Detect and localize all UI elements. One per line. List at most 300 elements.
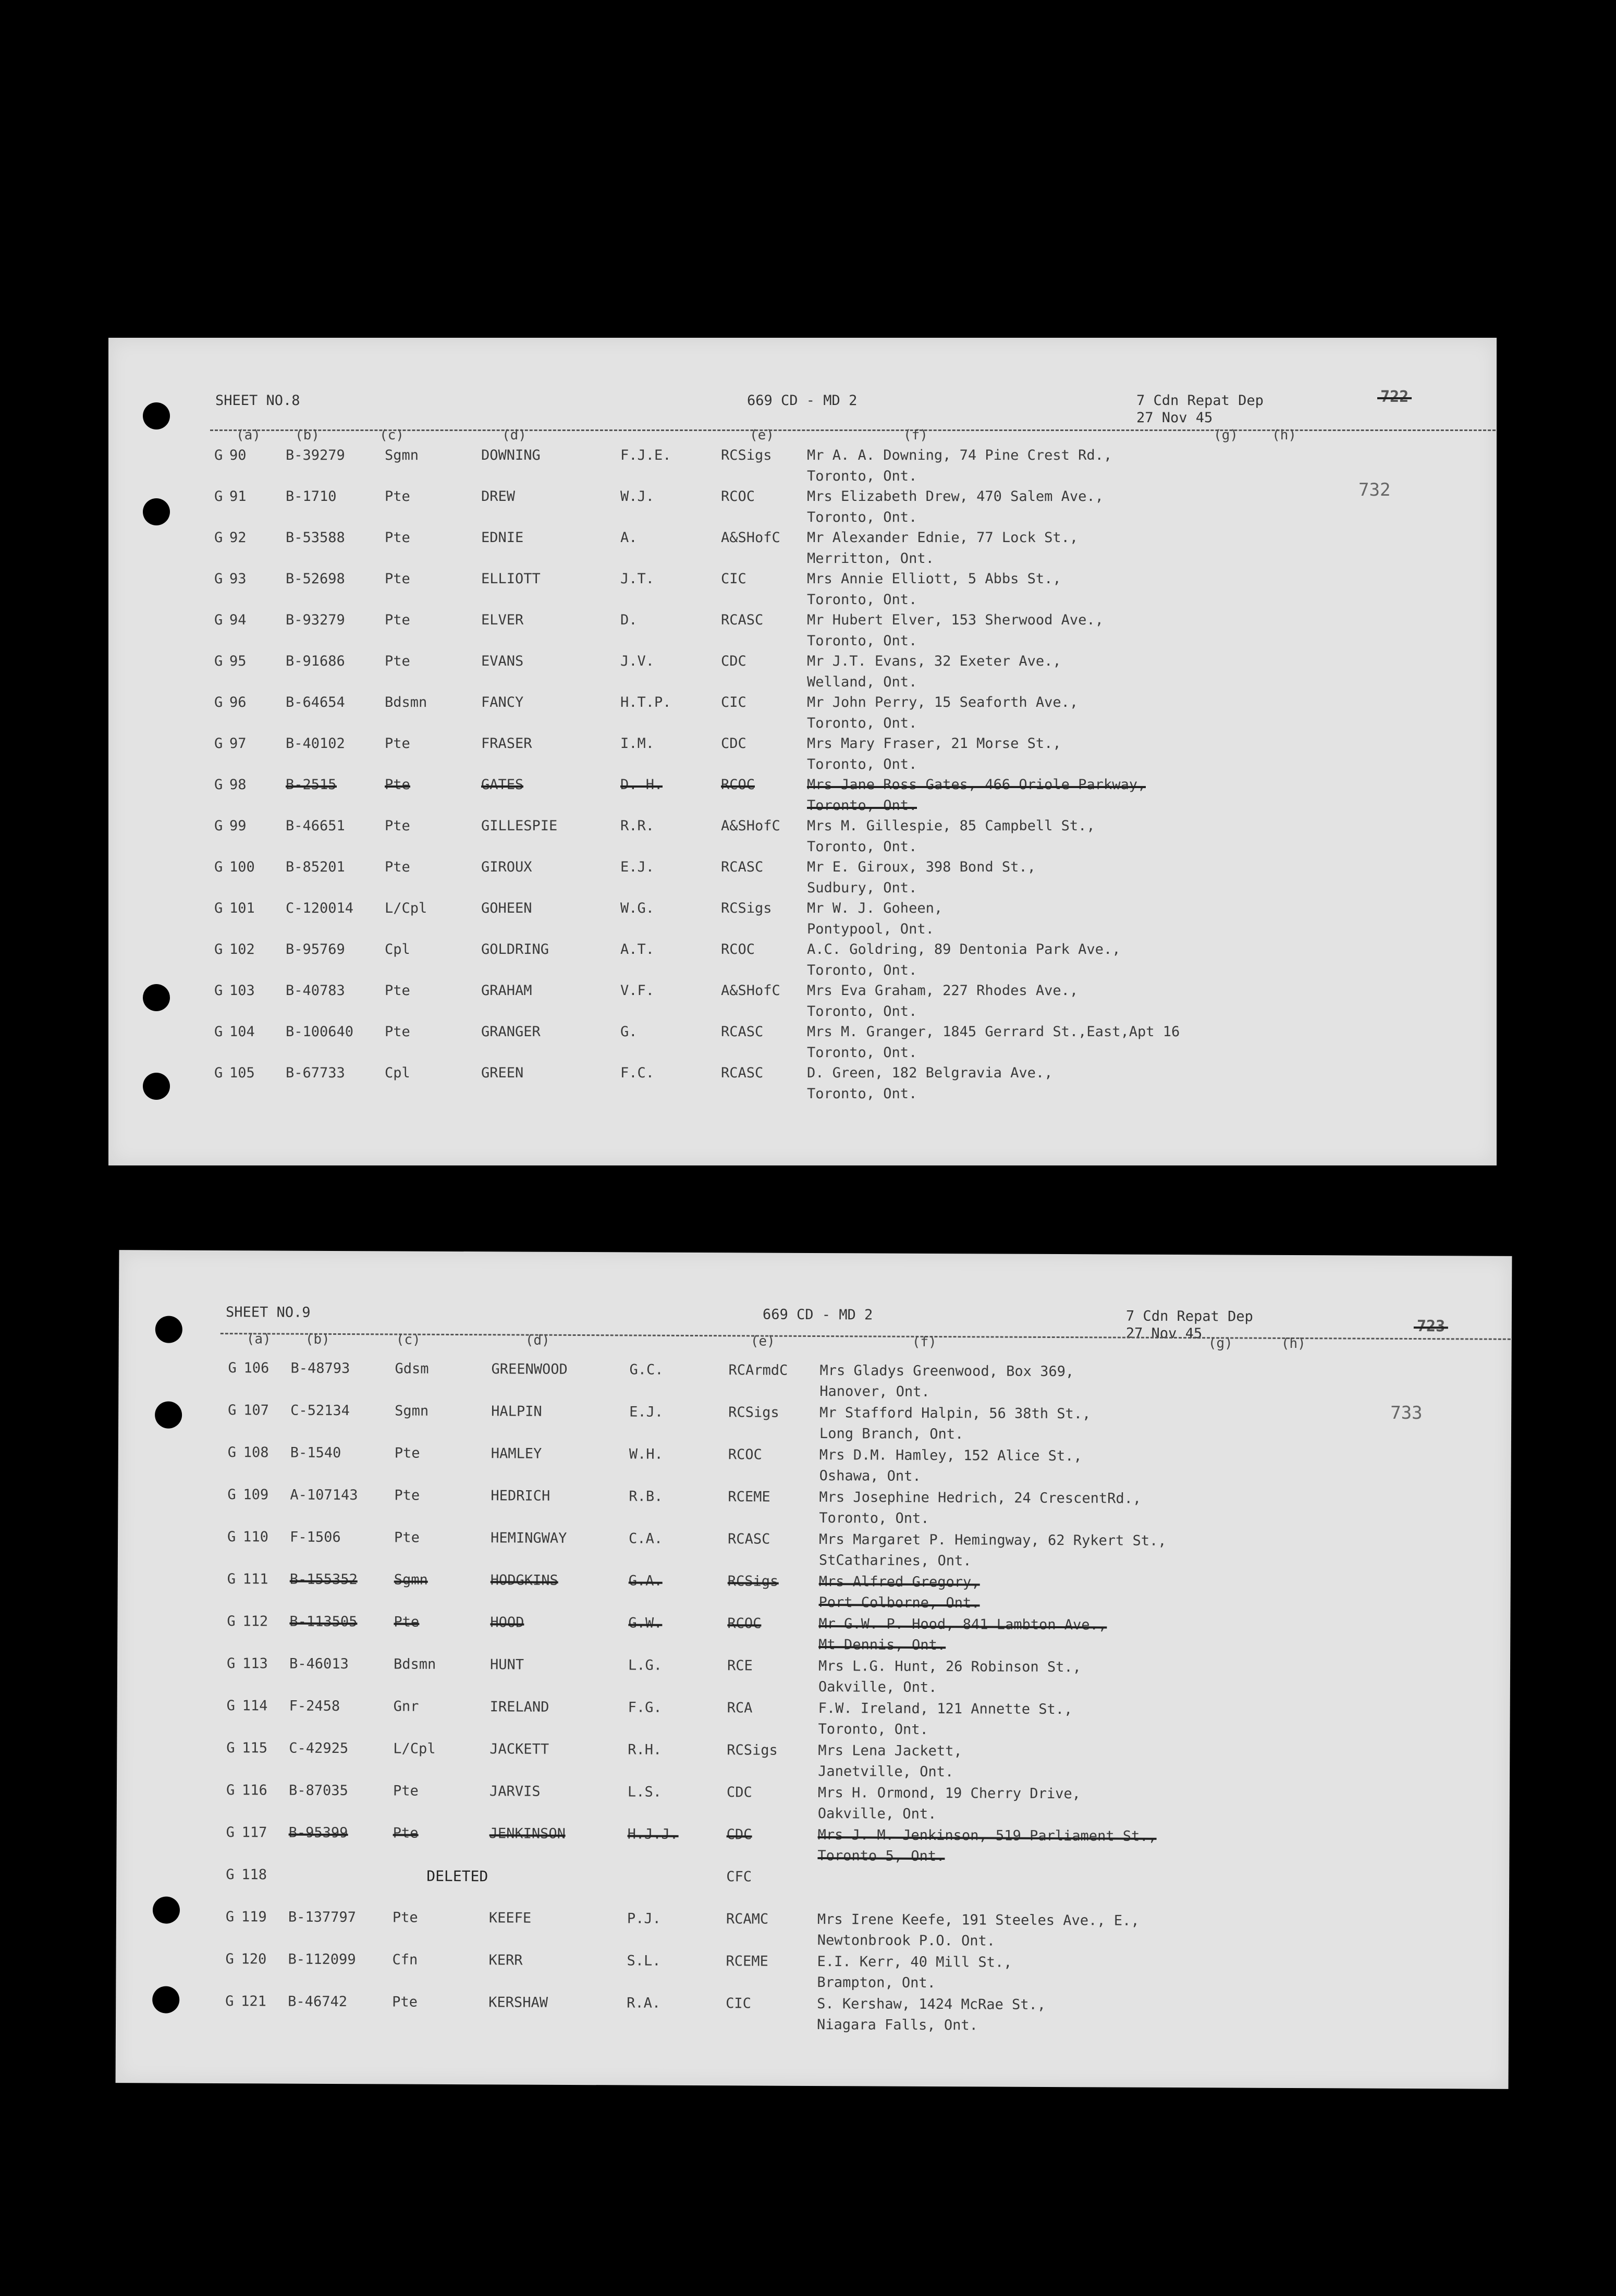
row-group: G <box>214 735 223 752</box>
column-header: (g) <box>1214 427 1238 443</box>
surname: HAMLEY <box>491 1445 542 1462</box>
column-header: (d) <box>525 1332 550 1348</box>
rank: L/Cpl <box>385 900 427 916</box>
address-line-2: Toronto, Ont. <box>807 1045 917 1061</box>
row-number: 94 <box>229 612 247 628</box>
row-group: G <box>214 818 223 834</box>
rank: Sgmn <box>395 1403 429 1419</box>
punch-hole <box>155 1316 182 1343</box>
rank: Bdsmn <box>385 694 427 710</box>
unit-code: 669 CD - MD 2 <box>762 1306 873 1323</box>
column-header: (e) <box>750 1333 775 1349</box>
corps: RCOC <box>727 1615 762 1632</box>
address-line-1: Mrs Alfred Gregory, <box>819 1571 980 1593</box>
address-line-1: Mrs Elizabeth Drew, 470 Salem Ave., <box>807 488 1104 505</box>
row-group: G <box>227 1529 236 1545</box>
rank: Pte <box>385 818 410 834</box>
row-number: 111 <box>242 1571 268 1588</box>
row-group: G <box>214 571 223 587</box>
column-header: (f) <box>903 427 928 443</box>
row-group: G <box>225 1909 235 1925</box>
struck-sheet-number: 722 <box>1380 388 1409 406</box>
address-line-2: Newtonbrook P.O. Ont. <box>817 1932 996 1949</box>
initials: W.G. <box>620 900 655 916</box>
address-line-2: Toronto, Ont. <box>807 509 917 525</box>
surname: HUNT <box>489 1656 524 1673</box>
column-header: (c) <box>379 427 404 443</box>
row-group: G <box>226 1655 236 1672</box>
corps: RCSigs <box>727 1742 778 1759</box>
surname: KEEFE <box>488 1910 532 1926</box>
initials: V.F. <box>620 983 655 999</box>
column-header: (b) <box>295 427 320 443</box>
initials: F.J.E. <box>620 447 671 463</box>
rank: Sgmn <box>385 447 419 463</box>
row-number: 121 <box>241 1993 267 2010</box>
row-group: G <box>214 447 223 463</box>
row-number: 117 <box>241 1824 267 1841</box>
address-line-2: Merritton, Ont. <box>807 550 934 567</box>
row-group: G <box>214 1065 223 1081</box>
sheet-date: 27 Nov 45 <box>1136 410 1213 426</box>
corps: A&SHofC <box>721 983 780 999</box>
address-line-1: S. Kershaw, 1424 McRae St., <box>817 1996 1046 2013</box>
rank: Pte <box>394 1487 420 1504</box>
rank: Pte <box>385 777 410 793</box>
service-number: B-1710 <box>286 488 337 505</box>
surname: HEDRICH <box>491 1488 550 1504</box>
corps: CIC <box>721 694 746 710</box>
service-number: B-40102 <box>286 735 345 752</box>
address-line-2: Long Branch, Ont. <box>819 1426 964 1443</box>
surname: GRANGER <box>481 1024 541 1040</box>
corps: RCOC <box>721 941 755 957</box>
row-group: G <box>227 1613 236 1630</box>
row-group: G <box>227 1444 237 1461</box>
address-line-2: Toronto, Ont. <box>807 715 917 731</box>
row-number: 109 <box>243 1487 269 1503</box>
address-line-2: Toronto, Ont. <box>807 468 917 484</box>
address-line-1: Mrs H. Ormond, 19 Cherry Drive, <box>817 1785 1081 1802</box>
service-number: B-46013 <box>289 1655 349 1673</box>
service-number: C-120014 <box>286 900 354 916</box>
address-line-2: Welland, Ont. <box>807 674 917 690</box>
row-number: 101 <box>229 900 255 916</box>
address-line-2: Toronto, Ont. <box>807 962 917 978</box>
initials: R.A. <box>627 1995 661 2011</box>
page-number: 733 <box>1390 1402 1423 1424</box>
surname: KERR <box>488 1952 523 1969</box>
initials: S.L. <box>627 1953 661 1969</box>
row-number: 102 <box>229 941 255 957</box>
service-number: B-48793 <box>290 1360 350 1377</box>
surname: GREEN <box>481 1065 524 1081</box>
surname: EDNIE <box>481 530 524 546</box>
initials: R.R. <box>620 818 655 834</box>
row-group: G <box>214 941 223 957</box>
corps: RCOC <box>721 777 755 793</box>
row-group: G <box>225 1951 234 1968</box>
address-line-1: Mrs Margaret P. Hemingway, 62 Rykert St., <box>819 1531 1167 1549</box>
surname: GILLESPIE <box>481 818 558 834</box>
address-line-2: Oshawa, Ont. <box>819 1468 921 1484</box>
address-line-2: Oakville, Ont. <box>817 1806 937 1823</box>
service-number: C-42925 <box>289 1740 349 1757</box>
service-number: B-53588 <box>286 530 345 546</box>
address-line-2: Niagara Falls, Ont. <box>816 2017 978 2034</box>
initials: E.J. <box>629 1404 664 1420</box>
row-number: 119 <box>241 1909 267 1925</box>
row-number: 104 <box>229 1024 255 1040</box>
service-number: B-64654 <box>286 694 345 710</box>
corps: RCE <box>727 1657 753 1674</box>
row-number: 91 <box>229 488 247 505</box>
initials: J.V. <box>620 653 655 669</box>
address-line-2: Toronto, Ont. <box>807 756 917 772</box>
service-number: A-107143 <box>290 1487 358 1504</box>
row-number: 113 <box>242 1655 268 1672</box>
punch-hole <box>143 402 170 429</box>
row-number: 96 <box>229 694 247 710</box>
column-header: (a) <box>246 1331 271 1347</box>
service-number: B-85201 <box>286 859 345 875</box>
column-header: (f) <box>912 1334 937 1350</box>
address-line-1: Mrs M. Granger, 1845 Gerrard St.,East,Apt 16 <box>807 1024 1180 1040</box>
initials: D. <box>620 612 638 628</box>
rank: Pte <box>392 1994 418 2010</box>
initials: D. H. <box>620 777 663 793</box>
surname: KERSHAW <box>488 1994 548 2011</box>
row-number: 90 <box>229 447 247 463</box>
sheet-number: SHEET NO.9 <box>225 1304 311 1321</box>
row-number: 114 <box>242 1698 268 1714</box>
rank: Sgmn <box>394 1571 428 1588</box>
initials: L.S. <box>627 1784 662 1800</box>
address-line-1: Mrs Jane Ross Gates, 466 Oriole Parkway, <box>807 775 1146 795</box>
row-group: G <box>214 859 223 875</box>
row-number: 93 <box>229 571 247 587</box>
address-line-1: Mrs Annie Elliott, 5 Abbs St., <box>807 571 1061 587</box>
row-group: G <box>226 1867 235 1883</box>
service-number: B-113505 <box>289 1613 358 1630</box>
column-header: (g) <box>1208 1335 1233 1352</box>
row-number: 118 <box>241 1867 267 1883</box>
corps: CDC <box>721 653 746 669</box>
corps: RCASC <box>721 1065 764 1081</box>
corps: RCEME <box>726 1953 768 1970</box>
initials: L.G. <box>628 1657 663 1674</box>
rank: Pte <box>385 571 410 587</box>
address-line-1: Mr Alexander Ednie, 77 Lock St., <box>807 530 1079 546</box>
service-number: B-95399 <box>288 1824 348 1841</box>
service-number: B-155352 <box>289 1571 358 1588</box>
address-line-1: Mr John Perry, 15 Seaforth Ave., <box>807 694 1079 710</box>
address-line-2: Toronto, Ont. <box>807 633 917 649</box>
rank: Pte <box>394 1445 420 1462</box>
rank: Pte <box>385 612 410 628</box>
corps: RCOC <box>721 488 755 505</box>
row-group: G <box>214 488 223 505</box>
service-number: B-100640 <box>286 1024 354 1040</box>
surname: GRAHAM <box>481 983 532 999</box>
depot-name: 7 Cdn Repat Dep <box>1136 392 1264 409</box>
service-number: B-39279 <box>286 447 345 463</box>
column-header: (d) <box>502 427 527 443</box>
corps: A&SHofC <box>721 818 780 834</box>
rank: Pte <box>385 488 410 505</box>
rank: Pte <box>385 859 410 875</box>
row-group: G <box>227 1571 236 1588</box>
initials: J.T. <box>620 571 655 587</box>
initials: A.T. <box>620 941 655 957</box>
corps: RCSigs <box>727 1573 779 1590</box>
column-header: (h) <box>1272 427 1296 443</box>
service-number: F-2458 <box>289 1698 340 1715</box>
surname: GOLDRING <box>481 941 549 957</box>
column-header: (c) <box>396 1332 421 1348</box>
row-group: G <box>228 1402 237 1419</box>
corps: RCSigs <box>721 447 772 463</box>
row-number: 116 <box>241 1782 267 1799</box>
corps: RCASC <box>728 1531 770 1548</box>
initials: R.H. <box>628 1741 662 1758</box>
initials: F.G. <box>628 1699 662 1716</box>
deleted-entry: DELETED <box>426 1867 488 1885</box>
row-number: 115 <box>242 1740 268 1757</box>
rank: Pte <box>385 1024 410 1040</box>
column-header: (h) <box>1281 1335 1306 1352</box>
service-number: B-87035 <box>288 1782 348 1799</box>
address-line-1: Mr Hubert Elver, 153 Sherwood Ave., <box>807 612 1104 628</box>
address-line-2: Sudbury, Ont. <box>807 880 917 896</box>
corps: CDC <box>726 1826 752 1843</box>
corps: RCASC <box>721 859 764 875</box>
address-line-1: Mr E. Giroux, 398 Bond St., <box>807 859 1036 875</box>
initials: E.J. <box>620 859 655 875</box>
punch-hole <box>152 1986 179 2013</box>
address-line-2: Mt Dennis, Ont. <box>818 1635 946 1656</box>
rank: Cpl <box>385 1065 410 1081</box>
address-line-1: Mrs Eva Graham, 227 Rhodes Ave., <box>807 983 1079 999</box>
initials: G. <box>620 1024 638 1040</box>
surname: IRELAND <box>489 1699 549 1715</box>
address-line-2: Pontypool, Ont. <box>807 921 934 937</box>
service-number: C-52134 <box>290 1402 350 1419</box>
address-line-1: D. Green, 182 Belgravia Ave., <box>807 1065 1053 1081</box>
row-group: G <box>214 694 223 710</box>
punch-hole <box>143 498 170 525</box>
row-group: G <box>226 1740 235 1757</box>
row-group: G <box>226 1824 235 1841</box>
address-line-1: Mrs Gladys Greenwood, Box 369, <box>819 1362 1074 1380</box>
address-line-1: A.C. Goldring, 89 Dentonia Park Ave., <box>807 941 1121 957</box>
nominal-roll-sheet-8 <box>108 338 1497 1165</box>
service-number: B-91686 <box>286 653 345 669</box>
address-line-1: Mrs M. Gillespie, 85 Campbell St., <box>807 818 1095 834</box>
surname: EVANS <box>481 653 524 669</box>
address-line-2: Janetville, Ont. <box>818 1763 954 1781</box>
corps: RCASC <box>721 1024 764 1040</box>
surname: GREENWOOD <box>491 1361 568 1378</box>
row-number: 120 <box>241 1951 267 1968</box>
corps: RCA <box>727 1700 753 1716</box>
address-line-2: Hanover, Ont. <box>819 1383 930 1400</box>
address-line-2: Toronto, Ont. <box>807 1086 917 1102</box>
corps: RCASC <box>721 612 764 628</box>
row-number: 112 <box>242 1613 268 1630</box>
row-group: G <box>214 777 223 793</box>
punch-hole <box>143 1073 170 1100</box>
row-number: 105 <box>229 1065 255 1081</box>
row-number: 107 <box>243 1402 270 1419</box>
corps: CIC <box>726 1995 752 2012</box>
surname: FRASER <box>481 735 532 752</box>
service-number: B-93279 <box>286 612 345 628</box>
service-number: B-2515 <box>286 777 337 793</box>
initials: H.T.P. <box>620 694 671 710</box>
address-line-2: Brampton, Ont. <box>817 1974 936 1992</box>
corps: CDC <box>721 735 746 752</box>
service-number: B-52698 <box>286 571 345 587</box>
service-number: F-1506 <box>290 1529 341 1546</box>
row-group: G <box>214 530 223 546</box>
row-number: 95 <box>229 653 247 669</box>
corps: RCArmdC <box>728 1362 788 1379</box>
address-line-1: Mr G.W. P. Hood, 841 Lambton Ave., <box>818 1614 1107 1636</box>
surname: HEMINGWAY <box>491 1530 567 1546</box>
row-group: G <box>214 653 223 669</box>
nominal-roll-sheet-9 <box>116 1250 1512 2089</box>
service-number: B-95769 <box>286 941 345 957</box>
initials: R.B. <box>629 1488 663 1505</box>
corps: A&SHofC <box>721 530 780 546</box>
row-group: G <box>226 1782 235 1799</box>
punch-hole <box>153 1896 180 1923</box>
initials: G.W. <box>628 1615 663 1631</box>
surname: HALPIN <box>491 1403 542 1420</box>
row-number: 110 <box>243 1529 268 1545</box>
row-number: 97 <box>229 735 247 752</box>
rank: L/Cpl <box>393 1740 436 1757</box>
column-header: (e) <box>750 427 774 443</box>
rank: Pte <box>393 1825 419 1841</box>
address-line-1: Mrs Irene Keefe, 191 Steeles Ave., E., <box>817 1911 1140 1929</box>
address-line-1: Mrs L.G. Hunt, 26 Robinson St., <box>818 1658 1082 1676</box>
surname: ELLIOTT <box>481 571 541 587</box>
rank: Cpl <box>385 941 410 957</box>
address-line-2: Toronto, Ont. <box>807 1003 917 1020</box>
rank: Cfn <box>392 1951 418 1968</box>
corps: RCOC <box>728 1446 762 1463</box>
address-line-2: Toronto, Ont. <box>807 592 917 608</box>
row-group: G <box>228 1360 237 1377</box>
corps: RCSigs <box>721 900 772 916</box>
corps: CDC <box>726 1784 752 1801</box>
rank: Pte <box>393 1783 419 1799</box>
column-header: (a) <box>236 427 261 443</box>
initials: P.J. <box>627 1910 662 1927</box>
address-line-2: Toronto, Ont. <box>807 795 917 816</box>
row-group: G <box>214 612 223 628</box>
service-number: B-112099 <box>288 1951 356 1968</box>
initials: G.C. <box>629 1361 664 1378</box>
punch-hole <box>143 984 170 1011</box>
service-number: B-46651 <box>286 818 345 834</box>
row-number: 98 <box>229 777 247 793</box>
surname: JARVIS <box>489 1783 541 1800</box>
unit-code: 669 CD - MD 2 <box>747 392 858 409</box>
address-line-2: Toronto, Ont. <box>819 1510 929 1527</box>
service-number: B-137797 <box>288 1909 357 1926</box>
surname: DOWNING <box>481 447 541 463</box>
address-line-1: Mrs Mary Fraser, 21 Morse St., <box>807 735 1061 752</box>
column-header: (b) <box>305 1331 330 1347</box>
row-group: G <box>214 900 223 916</box>
address-line-2: Toronto, Ont. <box>818 1721 928 1738</box>
row-number: 106 <box>243 1360 270 1377</box>
address-line-1: E.I. Kerr, 40 Mill St., <box>817 1954 1012 1971</box>
sheet-date: 27 Nov 45 <box>1125 1325 1203 1342</box>
surname: GIROUX <box>481 859 532 875</box>
row-group: G <box>214 1024 223 1040</box>
address-line-1: Mrs Josephine Hedrich, 24 CrescentRd., <box>819 1489 1142 1507</box>
corps: CFC <box>726 1869 752 1885</box>
service-number: B-40783 <box>286 983 345 999</box>
initials: G.A. <box>628 1573 663 1589</box>
address-line-1: Mrs J. M. Jenkinson, 519 Parliament St., <box>818 1825 1157 1847</box>
address-line-2: Oakville, Ont. <box>818 1679 937 1696</box>
row-group: G <box>226 1698 236 1714</box>
rank: Pte <box>385 530 410 546</box>
initials: I.M. <box>620 735 655 752</box>
service-number: B-46742 <box>288 1993 348 2010</box>
corps: CIC <box>721 571 746 587</box>
address-line-1: Mr J.T. Evans, 32 Exeter Ave., <box>807 653 1061 669</box>
surname: DREW <box>481 488 516 505</box>
row-number: 92 <box>229 530 247 546</box>
service-number: B-67733 <box>286 1065 345 1081</box>
surname: GATES <box>481 777 524 793</box>
surname: HODGKINS <box>490 1572 558 1589</box>
rank: Gnr <box>393 1698 419 1715</box>
address-line-1: Mrs D.M. Hamley, 152 Alice St., <box>819 1447 1082 1465</box>
rank: Pte <box>385 735 410 752</box>
initials: A. <box>620 530 638 546</box>
struck-sheet-number: 723 <box>1416 1317 1446 1336</box>
initials: C.A. <box>629 1530 663 1547</box>
rank: Pte <box>385 983 410 999</box>
address-line-1: Mr A. A. Downing, 74 Pine Crest Rd., <box>807 447 1112 463</box>
corps: RCSigs <box>728 1404 779 1421</box>
row-group: G <box>214 983 223 999</box>
rank: Pte <box>385 653 410 669</box>
initials: H.J.J. <box>627 1826 679 1843</box>
rank: Pte <box>394 1614 420 1630</box>
page-number: 732 <box>1358 480 1391 500</box>
row-number: 100 <box>229 859 255 875</box>
address-line-1: Mr W. J. Goheen, <box>807 900 943 916</box>
address-line-2: Port Colborne, Ont. <box>818 1592 980 1614</box>
address-line-2: Toronto, Ont. <box>807 839 917 855</box>
row-number: 108 <box>243 1444 269 1461</box>
row-number: 103 <box>229 983 255 999</box>
address-line-2: Toronto 5, Ont. <box>817 1846 945 1867</box>
initials: W.J. <box>620 488 655 505</box>
address-line-2: StCatharines, Ont. <box>818 1552 972 1569</box>
surname: FANCY <box>481 694 524 710</box>
corps: RCEME <box>728 1489 770 1505</box>
address-line-1: Mr Stafford Halpin, 56 38th St., <box>819 1405 1091 1422</box>
